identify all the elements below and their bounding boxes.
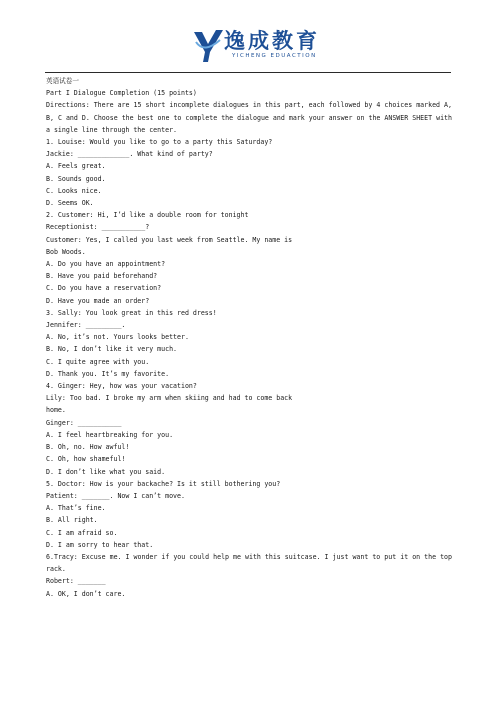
- q3-option-b: B. No, I don’t like it very much.: [46, 345, 178, 354]
- q4-option-d: D. I don’t like what you said.: [46, 467, 166, 476]
- q4-option-c: C. Oh, how shameful!: [46, 455, 126, 464]
- directions: Directions: There are 15 short incomplete dialogues in this part, each followed by 4 choices marked A, B, C and D. Choose the best one to complete the dialogue and mark your answer on the ANSWER SHEET with a single line through the center.: [46, 101, 452, 134]
- header-rule: [45, 72, 451, 73]
- q4-reply-cont: home.: [46, 406, 66, 415]
- q2-option-c: C. Do you have a reservation?: [46, 284, 162, 293]
- q2-prompt: 2. Customer: Hi, I’d like a double room for tonight: [46, 211, 249, 220]
- q1-option-c: C. Looks nice.: [46, 186, 102, 195]
- brand-logo: [192, 28, 320, 64]
- q2-option-b: B. Have you paid beforehand?: [46, 272, 158, 281]
- logo-mark-icon: [192, 28, 224, 62]
- q3-reply: Jennifer: _________.: [46, 321, 126, 330]
- q4-reply-ginger: Ginger: ___________: [46, 418, 122, 427]
- brand-name-cn: 逸成教育: [224, 28, 320, 53]
- q6-prompt: 6.Tracy: Excuse me. I wonder if you could help me with this suitcase. I just want to put it on the top rack.: [46, 552, 452, 574]
- document-body: [46, 75, 452, 600]
- q6-option-a: A. OK, I don’t care.: [46, 589, 126, 598]
- q4-option-b: B. Oh, no. How awful!: [46, 443, 130, 452]
- q2-reply: Receptionist: ___________?: [46, 223, 150, 232]
- q2-option-d: D. Have you made an order?: [46, 296, 150, 305]
- q4-reply: Lily: Too bad. I broke my arm when skiing and had to come back: [46, 394, 293, 403]
- q1-option-d: D. Seems OK.: [46, 199, 94, 208]
- q2-followup-cont: Bob Woods.: [46, 247, 86, 256]
- q5-prompt: 5. Doctor: How is your backache? Is it still bothering you?: [46, 479, 281, 488]
- q1-option-a: A. Feels great.: [46, 162, 106, 171]
- part-title: Part I Dialogue Completion (15 points): [46, 89, 197, 98]
- q5-option-a: A. That’s fine.: [46, 504, 106, 513]
- q5-option-b: B. All right.: [46, 516, 98, 525]
- q3-option-a: A. No, it’s not. Yours looks better.: [46, 333, 189, 342]
- q5-reply: Patient: _______. Now I can’t move.: [46, 491, 185, 500]
- q4-option-a: A. I feel heartbreaking for you.: [46, 430, 174, 439]
- q3-option-c: C. I quite agree with you.: [46, 357, 150, 366]
- q1-prompt: 1. Louise: Would you like to go to a party this Saturday?: [46, 138, 273, 147]
- q2-option-a: A. Do you have an appointment?: [46, 260, 166, 269]
- q1-reply: Jackie: _____________. What kind of party?: [46, 150, 213, 159]
- header-title: 英语试卷一: [46, 77, 79, 85]
- brand-name-en: YICHENG EDUACTION: [232, 53, 317, 59]
- q3-prompt: 3. Sally: You look great in this red dress!: [46, 308, 217, 317]
- q6-reply: Robert: _______: [46, 577, 106, 586]
- q5-option-d: D. I am sorry to hear that.: [46, 540, 154, 549]
- q4-prompt: 4. Ginger: Hey, how was your vacation?: [46, 382, 197, 391]
- q2-followup: Customer: Yes, I called you last week from Seattle. My name is: [46, 235, 293, 244]
- q3-option-d: D. Thank you. It’s my favorite.: [46, 369, 170, 378]
- q5-option-c: C. I am afraid so.: [46, 528, 118, 537]
- q1-option-b: B. Sounds good.: [46, 174, 106, 183]
